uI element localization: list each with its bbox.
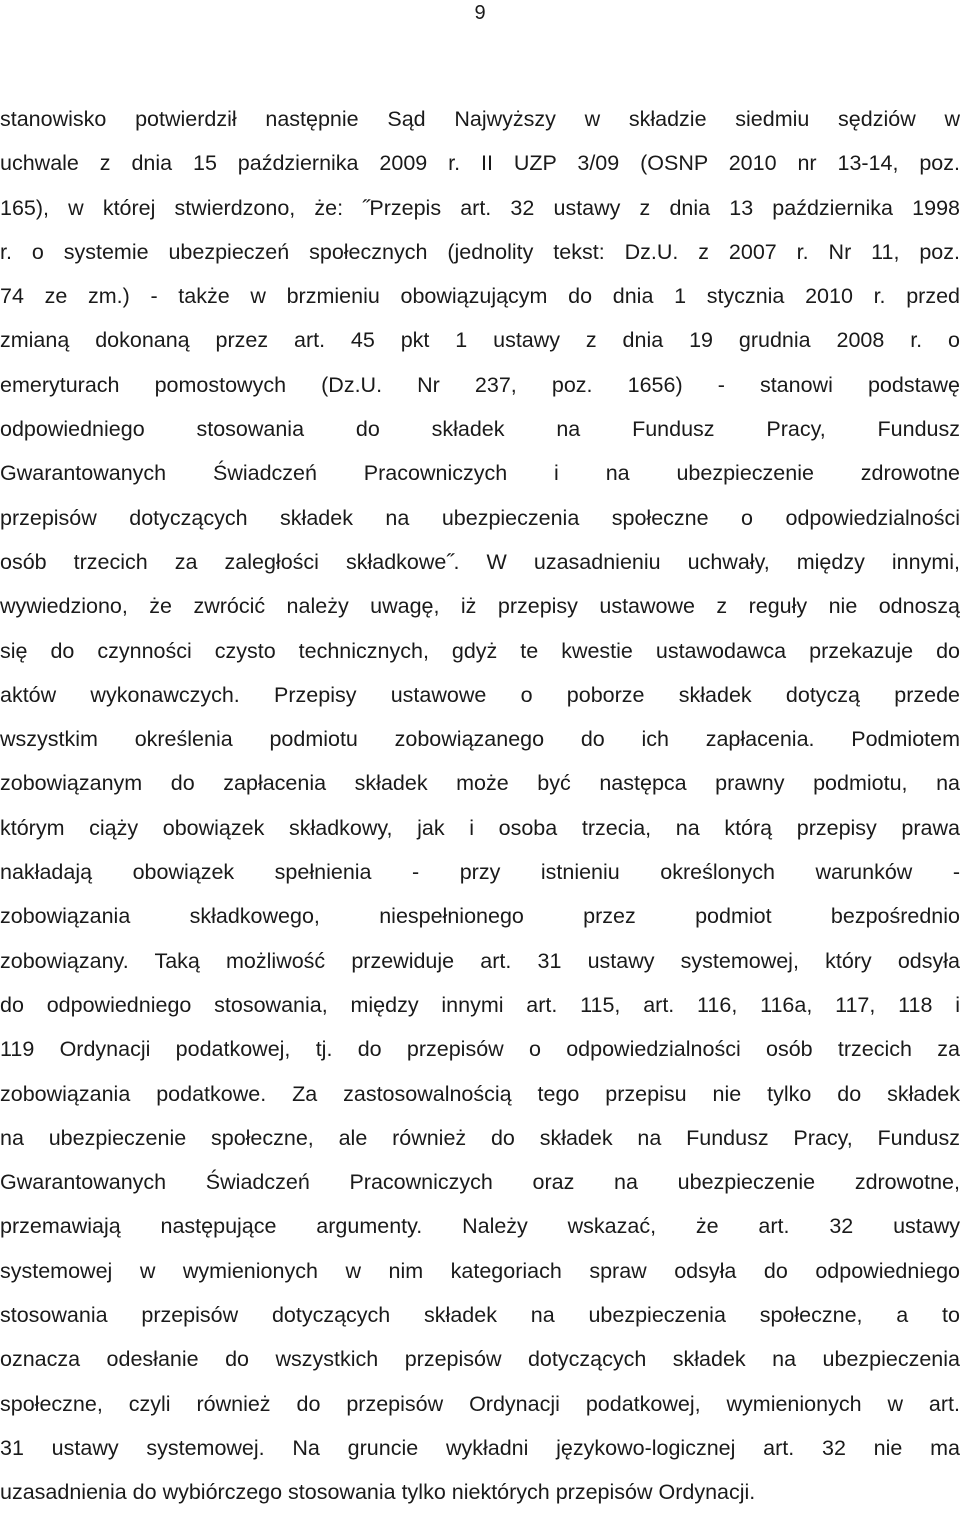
text-line: zobowiązania składkowego, niespełnionego przez podmiot bezpośrednio [0, 904, 960, 929]
text-line: nakładają obowiązek spełnienia - przy istnieniu określonych warunków - [0, 860, 960, 885]
text-line: osób trzecich za zaległości składkowe˝. W uzasadnieniu uchwały, między innymi, [0, 549, 960, 574]
text-line: oznacza odesłanie do wszystkich przepisów dotyczących składek na ubezpieczenia [0, 1347, 960, 1372]
text-line: przepisów dotyczących składek na ubezpieczenia społeczne o odpowiedzialności [0, 505, 960, 530]
page-number: 9 [474, 2, 486, 24]
body-paragraph [0, 97, 960, 1515]
text-line: wywiedziono, że zwrócić należy uwagę, iż przepisy ustawowe z reguły nie odnoszą [0, 594, 960, 619]
text-line: stanowisko potwierdził następnie Sąd Najwyższy w składzie siedmiu sędziów w [0, 107, 960, 131]
text-line: zobowiązany. Taką możliwość przewiduje art. 31 ustawy systemowej, który odsyła [0, 948, 960, 973]
text-line: którym ciąży obowiązek składkowy, jak i osoba trzecia, na którą przepisy prawa [0, 815, 960, 840]
text-line: uchwale z dnia 15 października 2009 r. II UZP 3/09 (OSNP 2010 nr 13-14, poz. [0, 151, 960, 176]
text-line: 165), w której stwierdzono, że: ˝Przepis art. 32 ustawy z dnia 13 października 1998 [0, 195, 960, 220]
text-line: się do czynności czysto technicznych, gdyż te kwestie ustawodawca przekazuje do [0, 638, 960, 663]
text-line: społeczne, czyli również do przepisów Ordynacji podatkowej, wymienionych w art. [0, 1391, 960, 1416]
text-line: emeryturach pomostowych (Dz.U. Nr 237, poz. 1656) - stanowi podstawę [0, 372, 960, 397]
text-line: zmianą dokonaną przez art. 45 pkt 1 ustawy z dnia 19 grudnia 2008 r. o [0, 328, 960, 353]
text-line: stosowania przepisów dotyczących składek na ubezpieczenia społeczne, a to [0, 1303, 960, 1328]
text-line: zobowiązania podatkowe. Za zastosowalnością tego przepisu nie tylko do składek [0, 1081, 960, 1106]
text-line: aktów wykonawczych. Przepisy ustawowe o poborze składek dotyczą przede [0, 682, 960, 707]
text-line: systemowej w wymienionych w nim kategoriach spraw odsyła do odpowiedniego [0, 1258, 960, 1283]
text-line: r. o systemie ubezpieczeń społecznych (jednolity tekst: Dz.U. z 2007 r. Nr 11, poz. [0, 239, 960, 264]
text-line: odpowiedniego stosowania do składek na Fundusz Pracy, Fundusz [0, 417, 960, 442]
text-line: uzasadnienia do wybiórczego stosowania tylko niektórych przepisów Ordynacji. [0, 1480, 756, 1505]
text-line: Gwarantowanych Świadczeń Pracowniczych i na ubezpieczenie zdrowotne [0, 461, 960, 486]
text-line: wszystkim określenia podmiotu zobowiązanego do ich zapłacenia. Podmiotem [0, 727, 960, 752]
text-line: Gwarantowanych Świadczeń Pracowniczych oraz na ubezpieczenie zdrowotne, [0, 1170, 960, 1195]
text-line: 74 ze zm.) - także w brzmieniu obowiązującym do dnia 1 stycznia 2010 r. przed [0, 284, 960, 309]
text-line: zobowiązanym do zapłacenia składek może być następca prawny podmiotu, na [0, 771, 960, 796]
text-line: 119 Ordynacji podatkowej, tj. do przepisów o odpowiedzialności osób trzecich za [0, 1037, 960, 1062]
text-line: do odpowiedniego stosowania, między innymi art. 115, art. 116, 116a, 117, 118 i [0, 992, 960, 1017]
text-line: 31 ustawy systemowej. Na gruncie wykładni językowo-logicznej art. 32 nie ma [0, 1435, 960, 1460]
text-line: przemawiają następujące argumenty. Należy wskazać, że art. 32 ustawy [0, 1214, 960, 1239]
text-line: na ubezpieczenie społeczne, ale również do składek na Fundusz Pracy, Fundusz [0, 1125, 960, 1150]
